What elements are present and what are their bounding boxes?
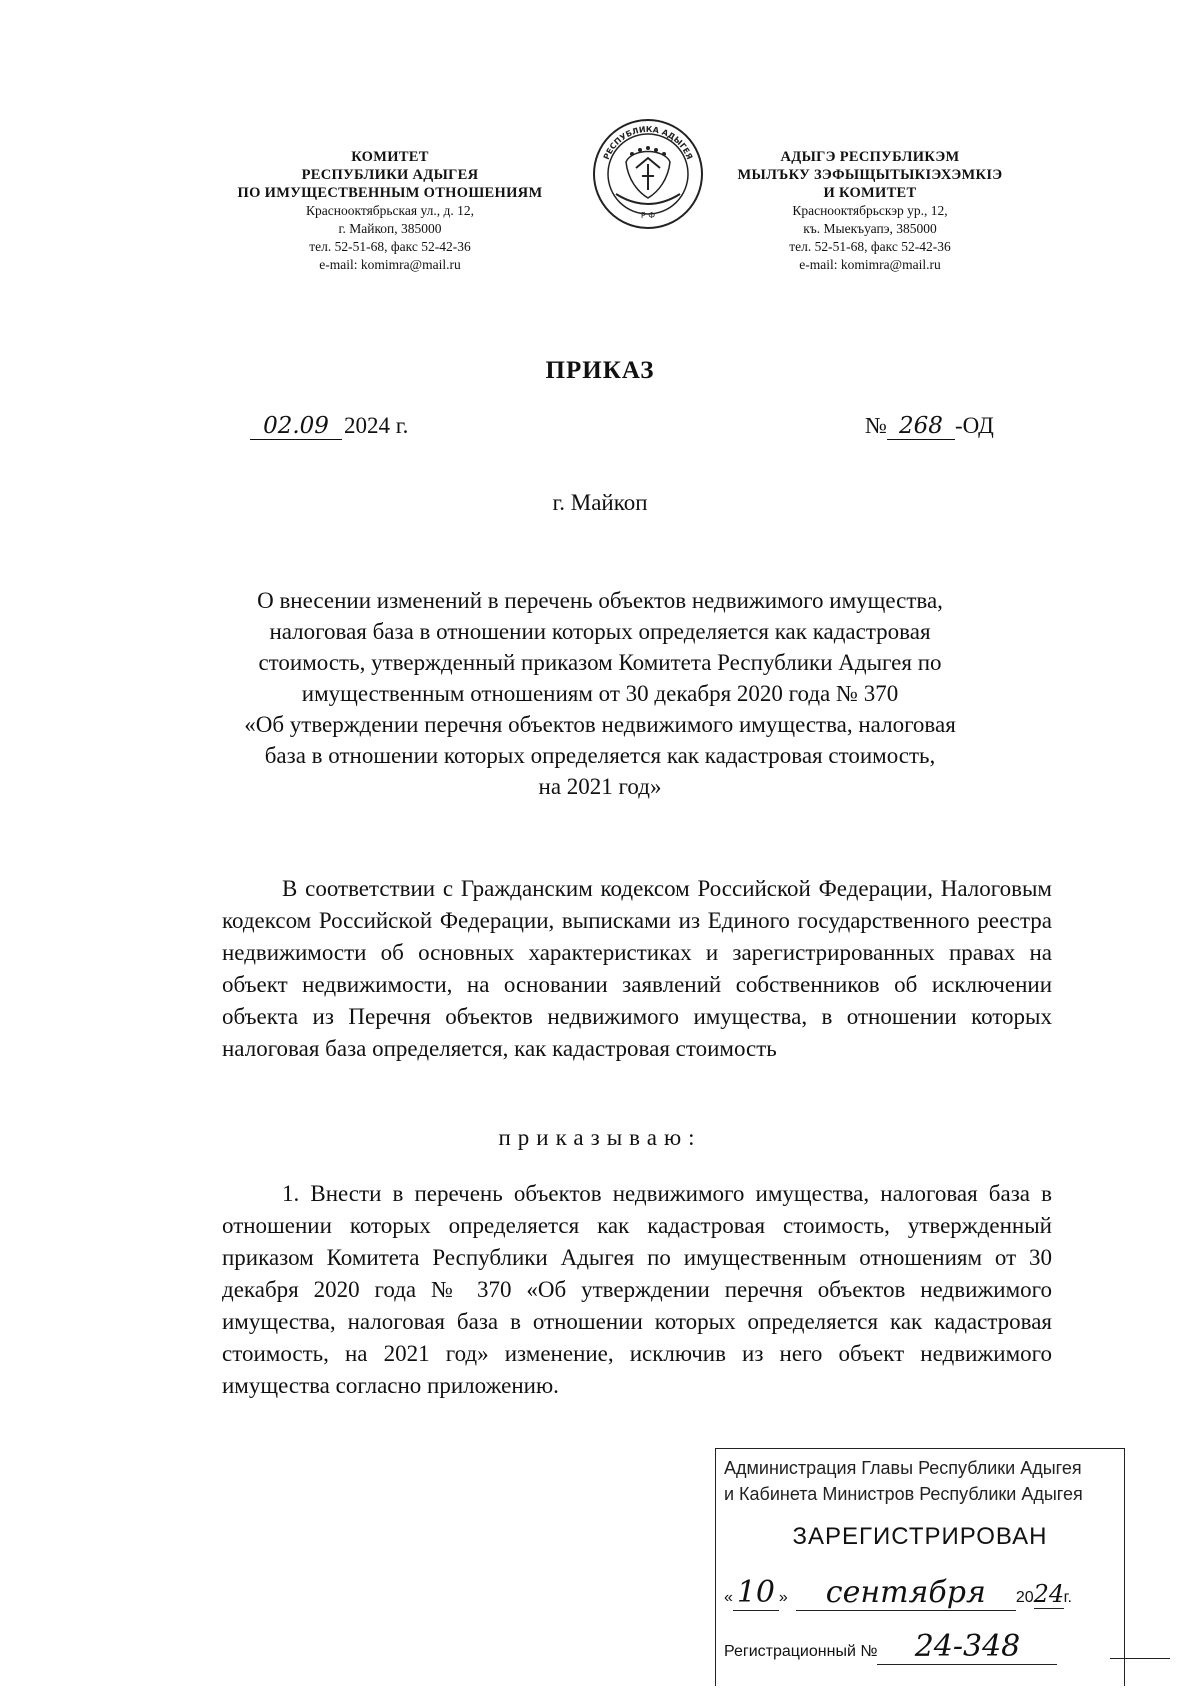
header-left-block (205, 148, 575, 274)
address-line: Краснооктябрьская ул., д. 12, (306, 203, 474, 218)
order-item-1: 1. Внести в перечень объектов недвижимого имущества, налоговая база в отношении которых определяется как кадастровая стоимость, утвержденный приказом Комитета Республики Адыгея по имущественным отношениям от 30 декабря 2020 года № 370 «Об утверждении перечня объектов недвижимого имущества, налоговая база в отношении которых определяется как кадастровая стоимость, на 2021 год» изменение, исключив из него объект недвижимого имущества согласно приложению. (222, 1181, 1052, 1398)
subject-line: налоговая база в отношении которых определяется как кадастровая (269, 619, 931, 644)
number-suffix: -ОД (954, 413, 994, 438)
preamble-paragraph: В соответствии с Гражданским кодексом Российской Федерации, Налоговым кодексом Российской Федерации, выписками из Единого государственного реестра недвижимости об основных характеристиках и зарегистрированных правах на объект недвижимости, на основании заявлений собственников об исключении объекта из Перечня объектов недвижимого имущества, в отношении которых налоговая база определяется, как кадастровая стоимость (222, 876, 1052, 1061)
org-name-line: РЕСПУБЛИКИ АДЫГЕЯ (301, 167, 479, 183)
document-number (865, 413, 994, 440)
order-word: приказываю: (498, 1125, 702, 1150)
address-line: Краснооктябрьскэр ур., 12, (792, 203, 948, 218)
emblem-ring-text: РЕСПУБЛИКА АДЫГЕЯ (601, 124, 695, 161)
stamp-reg-value: 24-348 (877, 1629, 1057, 1665)
document-title: ПРИКАЗ (545, 357, 655, 384)
org-name-line: ПО ИМУЩЕСТВЕННЫМ ОТНОШЕНИЯМ (237, 185, 543, 201)
number-prefix: № (865, 413, 887, 438)
stamp-month: сентября (796, 1575, 1016, 1611)
registration-stamp (715, 1448, 1125, 1686)
document-city: г. Майкоп (552, 490, 648, 515)
stamp-quote-open: « (724, 1589, 733, 1606)
stamp-tail-line (1110, 1658, 1170, 1659)
subject-line: «Об утверждении перечня объектов недвижимого имущества, налоговая (244, 712, 956, 737)
subject-line: стоимость, утвержденный приказом Комитета Республики Адыгея по (258, 650, 942, 675)
email-line: e-mail: komimra@mail.ru (799, 257, 941, 272)
org-name-line: КОМИТЕТ (351, 149, 429, 165)
stamp-date (716, 1575, 1124, 1611)
document-subject (220, 585, 980, 802)
org-name-line: АДЫГЭ РЕСПУБЛИКЭМ (780, 149, 960, 165)
org-name-line: И КОМИТЕТ (823, 185, 917, 201)
stamp-registered: ЗАРЕГИСТРИРОВАН (792, 1523, 1048, 1550)
stamp-org-line: Администрация Главы Республики Адыгея (724, 1458, 1082, 1478)
subject-line: имущественным отношениям от 30 декабря 2020 года № 370 (301, 681, 899, 706)
org-name-line: МЫЛЪКУ ЗЭФЫЩЫТЫКIЭХЭМКIЭ (737, 167, 1003, 183)
document-date (250, 413, 408, 440)
subject-line: на 2021 год» (538, 774, 662, 799)
stamp-org-line: и Кабинета Министров Республики Адыгея (724, 1484, 1083, 1504)
coat-of-arms-adygea-icon (592, 118, 704, 230)
stamp-reg-label: Регистрационный № (724, 1643, 878, 1660)
email-line: e-mail: komimra@mail.ru (319, 257, 461, 272)
address-line: къ. Мыекъуапэ, 385000 (803, 221, 937, 236)
stamp-day: 10 (733, 1575, 779, 1611)
address-line: г. Майкоп, 385000 (338, 221, 442, 236)
phone-line: тел. 52-51-68, факс 52-42-36 (309, 239, 471, 254)
stamp-quote-close: » (778, 1589, 788, 1606)
handwritten-number: 268 (887, 413, 955, 440)
subject-line: база в отношении которых определяется как кадастровая стоимость, (264, 743, 936, 768)
emblem-letters: Р Ф (640, 211, 656, 220)
subject-line: О внесении изменений в перечень объектов недвижимого имущества, (257, 588, 943, 613)
date-year: 2024 г. (344, 413, 409, 438)
phone-line: тел. 52-51-68, факс 52-42-36 (789, 239, 951, 254)
stamp-reg-number (716, 1629, 1124, 1665)
handwritten-date: 02.09 (250, 413, 342, 440)
stamp-year-suffix: г. (1063, 1589, 1072, 1606)
stamp-year-hand: 24 (1033, 1580, 1065, 1608)
stamp-year-prefix: 20 (1015, 1589, 1034, 1606)
header-right-block (720, 148, 1020, 274)
